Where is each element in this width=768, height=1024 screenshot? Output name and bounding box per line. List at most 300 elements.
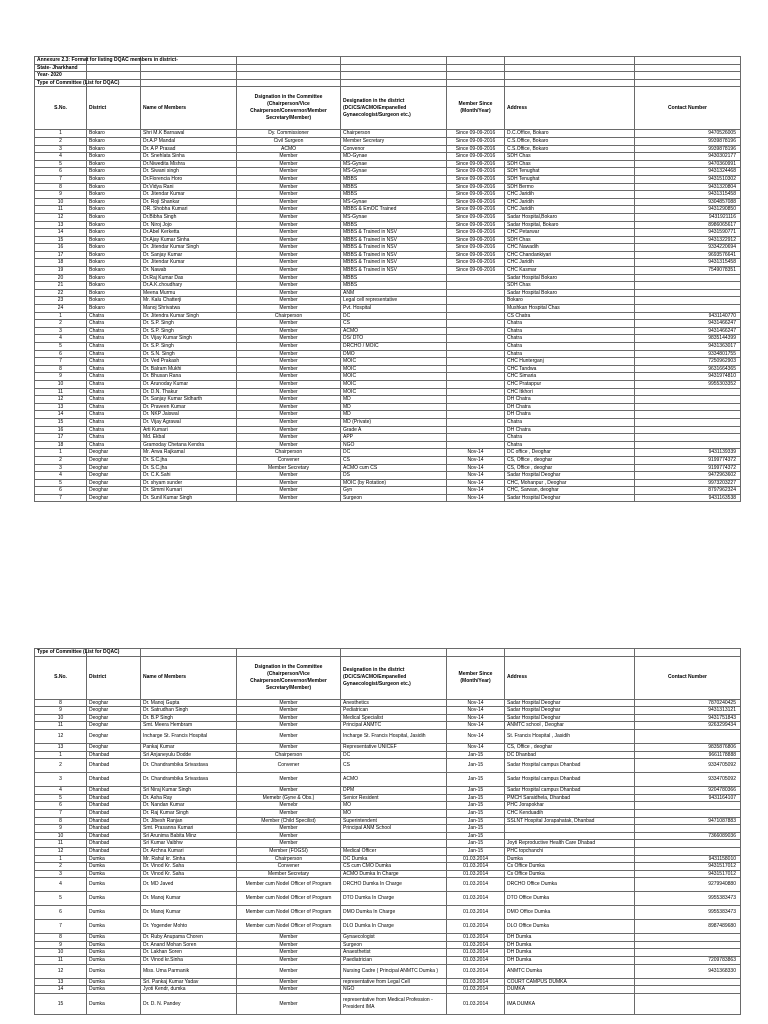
table-row bbox=[35, 464, 741, 472]
table-cell: Dr. Chandrambika Srivastava bbox=[141, 773, 237, 787]
table-cell: CHC Pratappur bbox=[505, 380, 635, 388]
table-cell: 9431363017 bbox=[635, 343, 741, 351]
table-cell: Dumka bbox=[87, 855, 141, 863]
empty-cell bbox=[341, 57, 447, 65]
table-cell: Dr. S.C.jha bbox=[141, 456, 237, 464]
table-cell: Sadar Hospital Bokaro bbox=[505, 274, 635, 282]
table-cell: 12 bbox=[35, 847, 87, 855]
table-cell bbox=[447, 418, 505, 426]
table-cell: Dr. Manoj Kumar bbox=[141, 906, 237, 920]
table-cell: Member bbox=[237, 198, 341, 206]
table-cell: Bokaro bbox=[87, 213, 141, 221]
table-row bbox=[35, 832, 741, 840]
table-cell: Bokaro bbox=[87, 137, 141, 145]
table-cell: Dr. Sanjay Kumar Sidharth bbox=[141, 396, 237, 404]
column-header: Name of Members bbox=[141, 656, 237, 699]
table-cell: Deoghar bbox=[87, 472, 141, 480]
table-cell: Deoghar bbox=[87, 714, 141, 722]
title-row bbox=[35, 72, 741, 80]
table-cell: 9199774372 bbox=[635, 456, 741, 464]
table-cell: 9431466247 bbox=[635, 327, 741, 335]
table-cell: 2 bbox=[35, 137, 87, 145]
table-row bbox=[35, 153, 741, 161]
table-cell: 7870240425 bbox=[635, 699, 741, 707]
table-cell: MBBS bbox=[341, 221, 447, 229]
table-cell: PHC topchanchi bbox=[505, 847, 635, 855]
table-cell bbox=[447, 373, 505, 381]
table-cell: Dr. Vinod Kr. Saha bbox=[141, 870, 237, 878]
table-cell: Member bbox=[237, 221, 341, 229]
table-cell: SDH Bermo bbox=[505, 183, 635, 191]
empty-cell bbox=[237, 79, 341, 87]
table-cell: MS-Gynae bbox=[341, 213, 447, 221]
table-cell: PMCH Saraidhela, Dhanbad bbox=[505, 794, 635, 802]
table-cell: ANMTC Dumka bbox=[505, 964, 635, 978]
table-cell: Dr. Bhusan Rana bbox=[141, 373, 237, 381]
table-cell: MBBS & Trained in NSV bbox=[341, 251, 447, 259]
table-row bbox=[35, 479, 741, 487]
table-cell: 9334220694 bbox=[635, 244, 741, 252]
table-cell: Member bbox=[237, 941, 341, 949]
table-cell: 5 bbox=[35, 892, 87, 906]
table-cell: CS bbox=[341, 759, 447, 773]
table-cell: Dr. Nandan Kumar bbox=[141, 802, 237, 810]
table-cell bbox=[635, 434, 741, 442]
table-cell: CS bbox=[341, 320, 447, 328]
table-cell: 9431517012 bbox=[635, 863, 741, 871]
table-cell: Member bbox=[237, 343, 341, 351]
empty-cell bbox=[87, 72, 141, 80]
table-cell: 4 bbox=[35, 787, 87, 795]
table-cell: Dr. NKP Jaiswal bbox=[141, 411, 237, 419]
table-cell: NGO bbox=[341, 441, 447, 449]
table-cell: Member bbox=[237, 206, 341, 214]
table-cell: MBBS & Trained in NSV bbox=[341, 229, 447, 237]
table-cell: DH Chatra bbox=[505, 426, 635, 434]
table-cell: Member bbox=[237, 479, 341, 487]
table-cell: MS-Gynae bbox=[341, 168, 447, 176]
table-cell: 9431751843 bbox=[635, 714, 741, 722]
table-cell: Dr.A.P Mandal bbox=[141, 137, 237, 145]
table-cell: DC bbox=[341, 312, 447, 320]
table-row bbox=[35, 840, 741, 848]
table-cell: Deoghar bbox=[87, 464, 141, 472]
table-cell: 9204780366 bbox=[635, 787, 741, 795]
table-row bbox=[35, 906, 741, 920]
table-cell: Bokaro bbox=[87, 145, 141, 153]
table-cell: 01.03.2014 bbox=[447, 878, 505, 892]
table-cell: Bokaro bbox=[87, 153, 141, 161]
table-cell: Nov-14 bbox=[447, 487, 505, 495]
table-cell: Member bbox=[237, 993, 341, 1014]
table-cell: Medical Specialist bbox=[341, 714, 447, 722]
table-cell: Dr. Vijay Kumar Singh bbox=[141, 335, 237, 343]
table-cell: Convener bbox=[237, 759, 341, 773]
title-cell: Type of Committee (List for DQAC) bbox=[35, 79, 87, 87]
table-row bbox=[35, 343, 741, 351]
table-cell: Dr. Praveen Kumar bbox=[141, 403, 237, 411]
table-cell: ANM bbox=[341, 289, 447, 297]
table-cell: MOIC bbox=[341, 380, 447, 388]
table-cell: Member bbox=[237, 949, 341, 957]
table-cell bbox=[447, 350, 505, 358]
header-row bbox=[35, 87, 741, 130]
table-cell: Sri. Pankaj Kumar Yadav bbox=[141, 978, 237, 986]
table-row bbox=[35, 434, 741, 442]
table-cell: APP bbox=[341, 434, 447, 442]
table-cell bbox=[635, 840, 741, 848]
table-row bbox=[35, 722, 741, 730]
table-cell: DC office , Deoghar bbox=[505, 449, 635, 457]
table-cell: Dhanbad bbox=[87, 847, 141, 855]
table-cell: Dr. Anand Mohan Soren bbox=[141, 941, 237, 949]
table-row bbox=[35, 289, 741, 297]
dqac-table-1 bbox=[34, 56, 741, 502]
table-cell: 13 bbox=[35, 743, 87, 751]
table-cell: Bokaro bbox=[87, 251, 141, 259]
table-cell: Since 09-09-2016 bbox=[447, 130, 505, 138]
table-cell: 01.03.2014 bbox=[447, 920, 505, 934]
table-cell: Dr. D.N. Thakur bbox=[141, 388, 237, 396]
table-cell: Bokaro bbox=[87, 259, 141, 267]
table-cell bbox=[635, 289, 741, 297]
table-cell: Bokaro bbox=[505, 297, 635, 305]
table-cell: ANMTC school , Deoghar bbox=[505, 722, 635, 730]
table-cell: Chatra bbox=[505, 335, 635, 343]
table-cell: Dr. Snehlata Sinha bbox=[141, 153, 237, 161]
table-cell: DH Chatra bbox=[505, 403, 635, 411]
table-cell: Paediatrician bbox=[341, 957, 447, 965]
table-row bbox=[35, 878, 741, 892]
table-cell: Nov-14 bbox=[447, 743, 505, 751]
table-cell bbox=[505, 832, 635, 840]
table-row bbox=[35, 787, 741, 795]
table-cell: 8 bbox=[35, 365, 87, 373]
table-row bbox=[35, 198, 741, 206]
table-row bbox=[35, 487, 741, 495]
table-cell: Sadar Hospital campus Dhanbad bbox=[505, 759, 635, 773]
table-cell: Deoghar bbox=[87, 456, 141, 464]
table-cell bbox=[447, 343, 505, 351]
table-cell: 01.03.2014 bbox=[447, 986, 505, 994]
table-cell: Member Secretary bbox=[341, 137, 447, 145]
table-cell: 9 bbox=[35, 191, 87, 199]
table-cell: Legal cell representative bbox=[341, 297, 447, 305]
table-cell: Dr. S.C.jha bbox=[141, 464, 237, 472]
table-cell: Nursing Cadre ( Principal ANMTC Dumka ) bbox=[341, 964, 447, 978]
table-row bbox=[35, 297, 741, 305]
table-cell: Member bbox=[237, 244, 341, 252]
table-cell: Member bbox=[237, 297, 341, 305]
table-cell: Chatra bbox=[87, 350, 141, 358]
table-cell: Chatra bbox=[505, 320, 635, 328]
table-cell: 2 bbox=[35, 863, 87, 871]
table-row bbox=[35, 365, 741, 373]
table-cell: Convener bbox=[237, 863, 341, 871]
table-cell: 14 bbox=[35, 229, 87, 237]
table-cell: Chatra bbox=[87, 411, 141, 419]
table-cell: DMO bbox=[341, 350, 447, 358]
table-cell: MO bbox=[341, 809, 447, 817]
table-cell: Dr. Vinod kr.Sinha bbox=[141, 957, 237, 965]
table-cell: Superintendent bbox=[341, 817, 447, 825]
table-cell: DTO Office Dumka bbox=[505, 892, 635, 906]
table-cell: 11 bbox=[35, 722, 87, 730]
table-cell: Member bbox=[237, 934, 341, 942]
table-row bbox=[35, 358, 741, 366]
table-cell: Dr. S.P. Singh bbox=[141, 320, 237, 328]
table-cell: 9939878196 bbox=[635, 145, 741, 153]
table-cell: Member bbox=[237, 358, 341, 366]
table-cell: DS bbox=[341, 472, 447, 480]
table-cell: 9661178888 bbox=[635, 751, 741, 759]
table-cell: 6 bbox=[35, 487, 87, 495]
table-cell: 9431590771 bbox=[635, 229, 741, 237]
table-cell bbox=[447, 274, 505, 282]
column-header: Address bbox=[505, 87, 635, 130]
table-cell: 9 bbox=[35, 707, 87, 715]
table-cell: Since 09-09-2016 bbox=[447, 221, 505, 229]
table-cell: D.C.Office, Bokaro bbox=[505, 130, 635, 138]
table-cell: 9835876806 bbox=[635, 743, 741, 751]
table-cell: 7 bbox=[35, 175, 87, 183]
table-cell: Nov-14 bbox=[447, 714, 505, 722]
table-cell: SDH Tenughat bbox=[505, 168, 635, 176]
column-header: Dsignation in the Committee (Chairperson/Vice Chairperson/Convernor/Member Secretary/Member) bbox=[237, 87, 341, 130]
table-cell: Dr. Manoj Kumar bbox=[141, 892, 237, 906]
table-cell: 9304857088 bbox=[635, 198, 741, 206]
table-cell: Member bbox=[237, 365, 341, 373]
table-cell: DH Dumka bbox=[505, 934, 635, 942]
table-cell: 5 bbox=[35, 343, 87, 351]
table-cell: 18 bbox=[35, 259, 87, 267]
empty-cell bbox=[635, 79, 741, 87]
table-cell: representative from Legal Cell bbox=[341, 978, 447, 986]
table-cell: Member bbox=[237, 986, 341, 994]
table-cell: CHC Simaria bbox=[505, 373, 635, 381]
column-header: Member Since (Month/Year) bbox=[447, 656, 505, 699]
table-cell: 10 bbox=[35, 832, 87, 840]
table-cell: 5 bbox=[35, 479, 87, 487]
table-cell: 9334705092 bbox=[635, 759, 741, 773]
table-cell: MBBS & EmOC Trained bbox=[341, 206, 447, 214]
table-cell: Since 09-09-2016 bbox=[447, 137, 505, 145]
table-cell: DUMKA bbox=[505, 986, 635, 994]
table-cell: Member bbox=[237, 411, 341, 419]
table-cell: Member bbox=[237, 191, 341, 199]
table-cell bbox=[635, 802, 741, 810]
table-cell: Dr. Roji Shankar bbox=[141, 198, 237, 206]
table-cell: Chatra bbox=[87, 358, 141, 366]
table-cell: CHC Kasmar bbox=[505, 267, 635, 275]
table-cell: 9431158010 bbox=[635, 855, 741, 863]
table-cell: Jan-15 bbox=[447, 847, 505, 855]
table-cell: Member bbox=[237, 809, 341, 817]
table-cell: Member bbox=[237, 832, 341, 840]
table-row bbox=[35, 743, 741, 751]
table-cell: DRCHO Office Dumka bbox=[505, 878, 635, 892]
table-cell: Sadar Hospital campus Dhanbad bbox=[505, 773, 635, 787]
table-cell: Jan-15 bbox=[447, 759, 505, 773]
table-cell: Bokaro bbox=[87, 221, 141, 229]
table-cell: Dr. Arunoday Kumar bbox=[141, 380, 237, 388]
table-cell: Sadar Hospital Deoghar bbox=[505, 707, 635, 715]
table-cell: 14 bbox=[35, 411, 87, 419]
table-cell: Dr.A.K.choudhary bbox=[141, 282, 237, 290]
table-row bbox=[35, 380, 741, 388]
empty-cell bbox=[87, 64, 141, 72]
table-cell: 7 bbox=[35, 809, 87, 817]
table-row bbox=[35, 759, 741, 773]
table-row bbox=[35, 229, 741, 237]
table-cell: CHC Jaridih bbox=[505, 259, 635, 267]
table-row bbox=[35, 396, 741, 404]
table-cell: Mr. Kalu Chatterji bbox=[141, 297, 237, 305]
table-cell: Member bbox=[237, 787, 341, 795]
table-cell: CHC Itkhori bbox=[505, 388, 635, 396]
table-cell: 24 bbox=[35, 305, 87, 313]
table-cell: St. Francis Hospital , Jasidih bbox=[505, 729, 635, 743]
table-cell: 9472963602 bbox=[635, 472, 741, 480]
table-cell: Since 09-09-2016 bbox=[447, 145, 505, 153]
table-row bbox=[35, 312, 741, 320]
table-cell bbox=[635, 825, 741, 833]
table-cell: CHC Nawadih bbox=[505, 244, 635, 252]
table-cell: MBBS bbox=[341, 191, 447, 199]
table-cell bbox=[447, 388, 505, 396]
table-row bbox=[35, 130, 741, 138]
table-cell: CHC, Mohanpur , Deoghar bbox=[505, 479, 635, 487]
table-cell: Since 09-09-2016 bbox=[447, 183, 505, 191]
table-cell: 12 bbox=[35, 729, 87, 743]
table-cell: Representative UNICEF bbox=[341, 743, 447, 751]
table-cell: Member bbox=[237, 978, 341, 986]
table-cell: DRCHO Dumka In Charge bbox=[341, 878, 447, 892]
table-cell: Dr. Satrudhan Singh bbox=[141, 707, 237, 715]
table-cell: 01.03.2014 bbox=[447, 941, 505, 949]
table-cell: Deoghar bbox=[87, 479, 141, 487]
table-cell: MOIC (by Rotation) bbox=[341, 479, 447, 487]
table-cell: Dr.Niwedita Mishra bbox=[141, 160, 237, 168]
table-cell: Dr. Siwani singh bbox=[141, 168, 237, 176]
table-cell: 9470360991 bbox=[635, 160, 741, 168]
table-cell: 10 bbox=[35, 380, 87, 388]
table-cell: 10 bbox=[35, 198, 87, 206]
column-header: Dsignation in the Committee (Chairperson/Vice Chairperson/Convernor/Member Secretary/Member) bbox=[237, 656, 341, 699]
table-cell: DPM bbox=[341, 787, 447, 795]
column-header: S.No. bbox=[35, 656, 87, 699]
table-cell: Deoghar bbox=[87, 722, 141, 730]
table-cell: Since 09-09-2016 bbox=[447, 206, 505, 214]
table-cell: Bokaro bbox=[87, 183, 141, 191]
table-cell: Member bbox=[237, 743, 341, 751]
table-cell: Dr. D. N. Pandey bbox=[141, 993, 237, 1014]
table-cell: 2 bbox=[35, 320, 87, 328]
table-cell: Member bbox=[237, 426, 341, 434]
table-cell: Dr. Lakhan Soren bbox=[141, 949, 237, 957]
table-cell bbox=[635, 411, 741, 419]
table-cell: SDH Chas bbox=[505, 153, 635, 161]
column-header: Name of Members bbox=[141, 87, 237, 130]
table-cell: Bokaro bbox=[87, 274, 141, 282]
table-cell: Since 09-09-2016 bbox=[447, 168, 505, 176]
table-cell: 12 bbox=[35, 396, 87, 404]
table-cell: 01.03.2014 bbox=[447, 892, 505, 906]
table-cell: Cs Office Dumka bbox=[505, 863, 635, 871]
table-row bbox=[35, 751, 741, 759]
table-cell: MD bbox=[341, 403, 447, 411]
table-cell: Dr. A P Prasad bbox=[141, 145, 237, 153]
table-cell: 9973203227 bbox=[635, 479, 741, 487]
table-cell: CHC Hunterganj bbox=[505, 358, 635, 366]
table-cell: Sadar Hospital Deoghar bbox=[505, 472, 635, 480]
table-cell: 15 bbox=[35, 418, 87, 426]
dqac-table-2 bbox=[34, 648, 741, 1015]
table-cell: Dr. Vijay Agrawal bbox=[141, 418, 237, 426]
table-cell: Dr. Nawab bbox=[141, 267, 237, 275]
table-row bbox=[35, 817, 741, 825]
table-row bbox=[35, 418, 741, 426]
table-cell: CS Chatra bbox=[505, 312, 635, 320]
table-cell: Dr. Balram Mukhi bbox=[141, 365, 237, 373]
table-row bbox=[35, 855, 741, 863]
table-cell: 8 bbox=[35, 934, 87, 942]
table-cell: 11 bbox=[35, 388, 87, 396]
table-cell: Dr. B.P Singh bbox=[141, 714, 237, 722]
table-cell: 9431139339 bbox=[635, 449, 741, 457]
table-cell: Jyoti Kendr, dumka bbox=[141, 986, 237, 994]
table-cell: DC Dumka bbox=[341, 855, 447, 863]
table-cell: Jan-15 bbox=[447, 794, 505, 802]
table-cell: DC bbox=[341, 449, 447, 457]
table-cell: 9431324468 bbox=[635, 168, 741, 176]
table-cell: Member bbox=[237, 160, 341, 168]
table-cell: Member bbox=[237, 183, 341, 191]
empty-cell bbox=[635, 649, 741, 657]
table-cell: Dr. Jitendar Kumar bbox=[141, 259, 237, 267]
table-cell: Member bbox=[237, 168, 341, 176]
table-cell: Since 09-09-2016 bbox=[447, 198, 505, 206]
table-cell: Deoghar bbox=[87, 729, 141, 743]
table-cell: MD (Private) bbox=[341, 418, 447, 426]
table-cell: Bokaro bbox=[87, 206, 141, 214]
table-cell: Member bbox=[237, 267, 341, 275]
table-cell: Meena Murmu bbox=[141, 289, 237, 297]
table-row bbox=[35, 327, 741, 335]
table-cell bbox=[635, 441, 741, 449]
table-cell bbox=[447, 320, 505, 328]
empty-cell bbox=[635, 64, 741, 72]
table-cell: CS cum CMO Dumka bbox=[341, 863, 447, 871]
title-cell: State- Jharkhand bbox=[35, 64, 87, 72]
table-cell bbox=[635, 934, 741, 942]
table-cell: Chairperson bbox=[237, 855, 341, 863]
table-cell: Principal ANMTC bbox=[341, 722, 447, 730]
table-row bbox=[35, 236, 741, 244]
table-cell: 01.03.2014 bbox=[447, 993, 505, 1014]
table-cell: 7366089036 bbox=[635, 832, 741, 840]
table-cell: Dumka bbox=[87, 964, 141, 978]
table-cell: 10 bbox=[35, 949, 87, 957]
table-cell: Dr. Asha Ray bbox=[141, 794, 237, 802]
table-cell bbox=[635, 403, 741, 411]
column-header: District bbox=[87, 656, 141, 699]
table-cell: 16 bbox=[35, 244, 87, 252]
column-header: Designation in the district (DC/CS/ACMO/Empanelled Gynaecologist/Surgeon etc.) bbox=[341, 87, 447, 130]
table-cell: Sri Niraj Kumar Singh bbox=[141, 787, 237, 795]
table-cell: Member bbox=[237, 825, 341, 833]
table-row bbox=[35, 244, 741, 252]
